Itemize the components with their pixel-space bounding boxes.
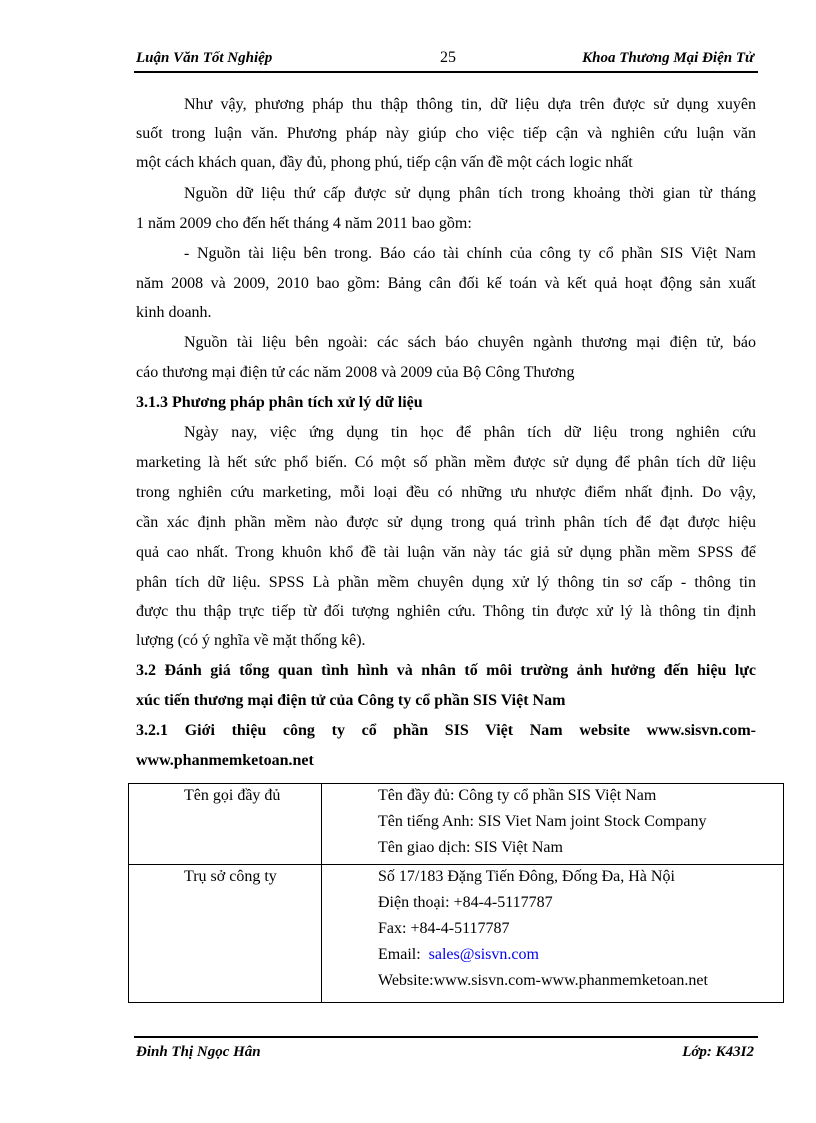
row-label (129, 865, 322, 1003)
paragraph-line: Nguồn tài liệu bên ngoài: các sách báo chuyên ngành thương mại điện tử, báo (184, 334, 756, 351)
paragraph-line: được thu thập trực tiếp từ đối tượng nghiên cứu. Thông tin được xử lý là thông tin định (136, 603, 756, 620)
paragraph-line: 1 năm 2009 cho đến hết tháng 4 năm 2011 bao gồm: (136, 215, 472, 232)
section-heading-3-2-1: 3.2.1 Giới thiệu công ty cổ phần SIS Việt Nam website www.sisvn.com- (136, 722, 756, 739)
footer-class: Lớp: K43I2 (682, 1044, 754, 1060)
email-line (378, 945, 783, 971)
footer-author: Đinh Thị Ngọc Hân (136, 1044, 261, 1060)
company-info-table (128, 783, 784, 1003)
paragraph-line: Như vậy, phương pháp thu thập thông tin, dữ liệu dựa trên được sử dụng xuyên (184, 96, 756, 113)
cell-text: Trụ sở công ty (184, 868, 277, 885)
cell-text: Tên tiếng Anh: SIS Viet Nam joint Stock Company (378, 813, 707, 830)
row-value (322, 784, 784, 865)
table-row (129, 865, 784, 1003)
header-title: Luận Văn Tốt Nghiệp (136, 50, 273, 66)
paragraph-line: một cách khách quan, đầy đủ, phong phú, tiếp cận vấn đề một cách logic nhất (136, 154, 633, 171)
table-row (129, 784, 784, 865)
cell-text: Tên đầy đủ: Công ty cổ phần SIS Việt Nam (378, 787, 657, 804)
cell-text: Điện thoại: +84-4-5117787 (378, 894, 553, 911)
section-heading-3-1-3: 3.1.3 Phương pháp phân tích xử lý dữ liệu (136, 394, 423, 411)
paragraph-line: Ngày nay, việc ứng dụng tin học để phân tích dữ liệu trong nghiên cứu (184, 424, 756, 441)
email-link[interactable]: sales@sisvn.com (428, 946, 539, 963)
cell-text: Số 17/183 Đặng Tiến Đông, Đống Đa, Hà Nội (378, 868, 675, 885)
email-label: Email: (378, 946, 429, 963)
cell-text: Tên gọi đầy đủ (184, 787, 281, 804)
section-heading-3-2-1: www.phanmemketoan.net (136, 752, 314, 769)
section-heading-3-2: xúc tiến thương mại điện tử của Công ty cổ phần SIS Việt Nam (136, 692, 566, 709)
cell-text: Website:www.sisvn.com-www.phanmemketoan.net (378, 972, 708, 989)
paragraph-line: phân tích dữ liệu. SPSS Là phần mềm chuyên dụng xử lý thông tin sơ cấp - thông tin (136, 574, 756, 591)
header-rule (134, 71, 758, 73)
paragraph-line: suốt trong luận văn. Phương pháp này giúp cho việc tiếp cận và nghiên cứu luận văn (136, 125, 756, 142)
paragraph-line: marketing là hết sức phổ biến. Có một số phần mềm được sử dụng để phân tích dữ liệu (136, 454, 756, 471)
paragraph-line: kinh doanh. (136, 304, 212, 321)
section-heading-3-2: 3.2 Đánh giá tổng quan tình hình và nhân tố môi trường ảnh hưởng đến hiệu lực (136, 662, 756, 679)
cell-text: Tên giao dịch: SIS Việt Nam (378, 839, 563, 856)
header-faculty: Khoa Thương Mại Điện Tử (582, 50, 754, 66)
cell-text: Fax: +84-4-5117787 (378, 920, 510, 937)
paragraph-line: cần xác định phần mềm nào được sử dụng trong quá trình phân tích để đạt được hiệu (136, 514, 756, 531)
paragraph-line: cáo thương mại điện tử các năm 2008 và 2009 của Bộ Công Thương (136, 364, 575, 381)
page-number: 25 (440, 49, 456, 66)
paragraph-line: quả cao nhất. Trong khuôn khổ đề tài luận văn này tác giả sử dụng phần mềm SPSS để (136, 544, 756, 561)
paragraph-line: - Nguồn tài liệu bên trong. Báo cáo tài chính của công ty cổ phần SIS Việt Nam (184, 245, 756, 262)
row-value (322, 865, 784, 1003)
paragraph-line: lượng (có ý nghĩa về mặt thống kê). (136, 632, 366, 649)
paragraph-line: Nguồn dữ liệu thứ cấp được sử dụng phân tích trong khoảng thời gian từ tháng (184, 185, 756, 202)
paragraph-line: năm 2008 và 2009, 2010 bao gồm: Bảng cân đối kế toán và kết quả hoạt động sản xuất (136, 275, 756, 292)
footer-rule (134, 1036, 758, 1038)
paragraph-line: trong nghiên cứu marketing, mỗi loại đều có những ưu nhược điểm nhất định. Do vậy, (136, 484, 756, 501)
row-label (129, 784, 322, 865)
